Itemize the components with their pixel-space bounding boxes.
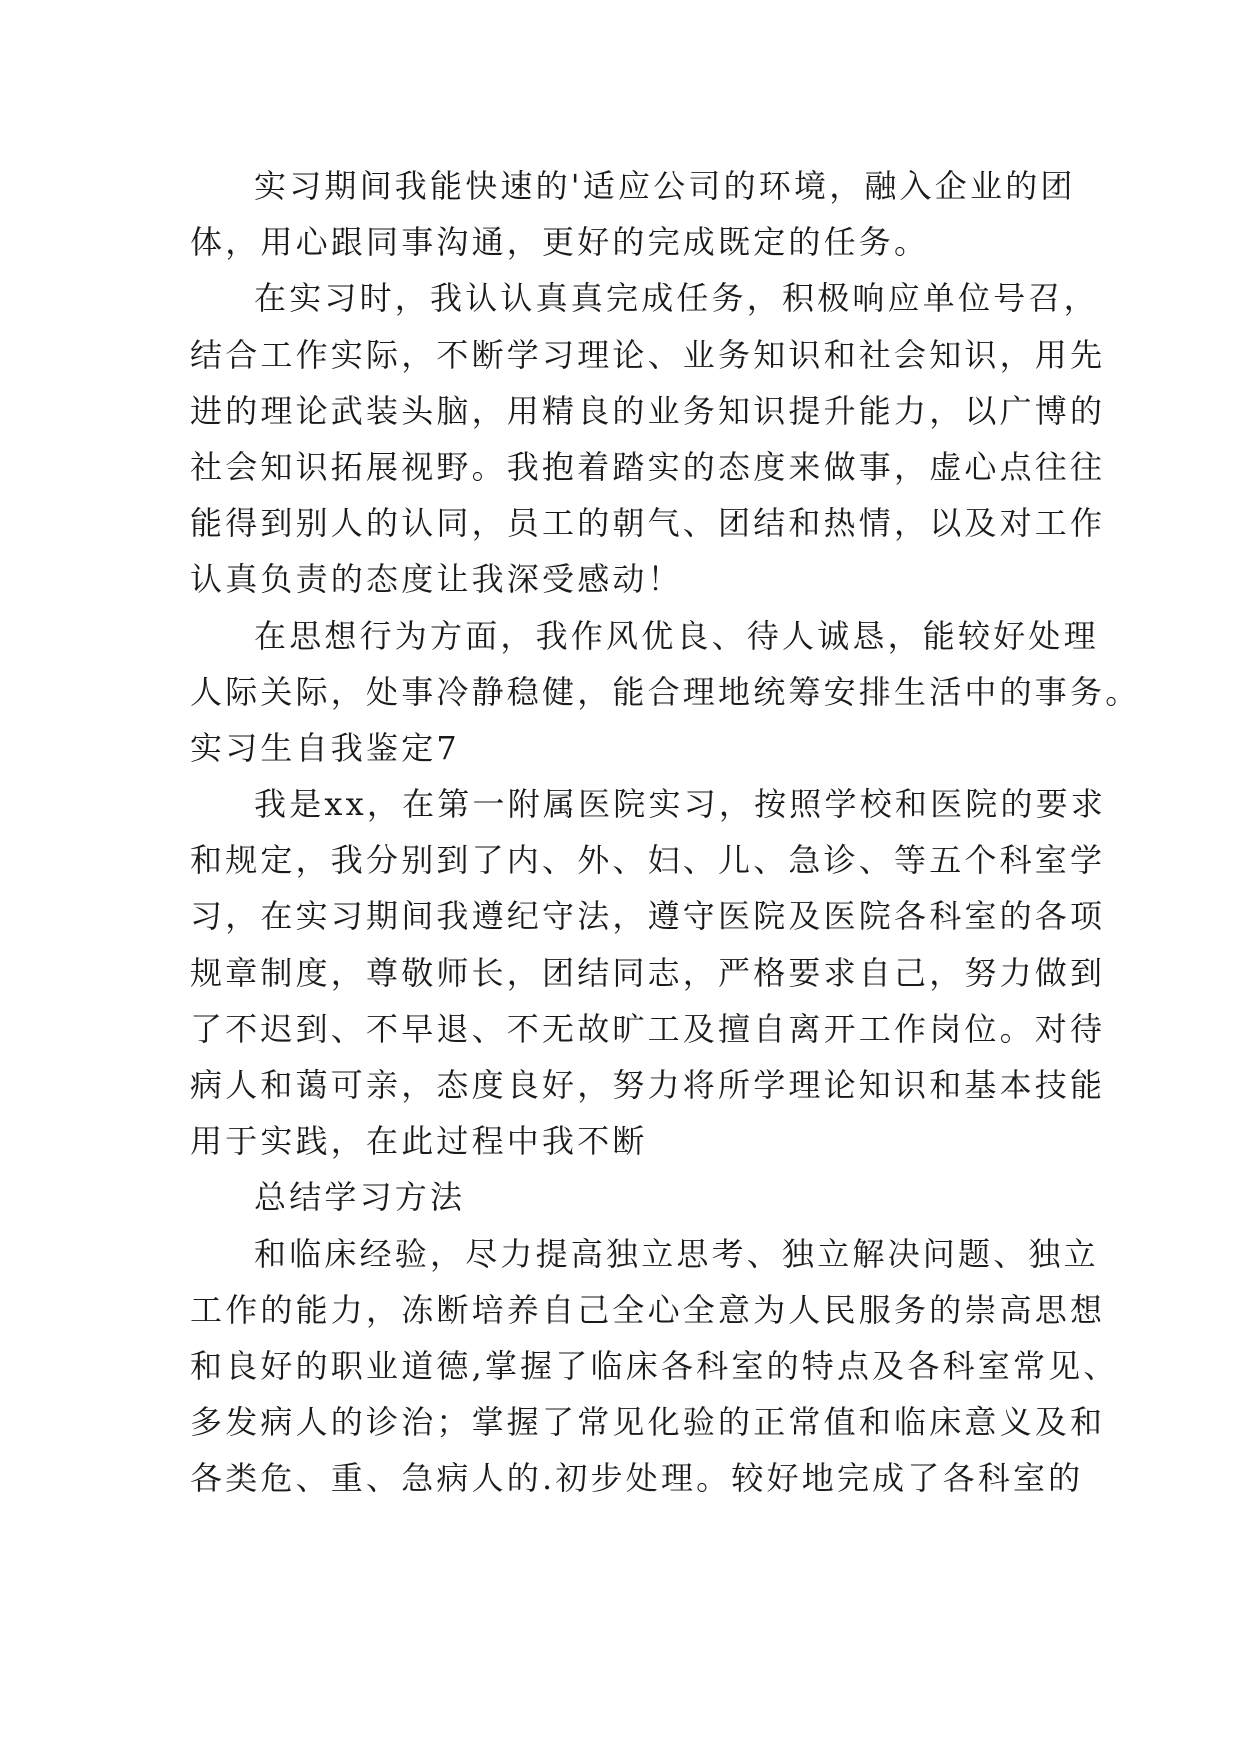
text-line: 习，在实习期间我遵纪守法，遵守医院及医院各科室的各项	[190, 897, 1106, 936]
text-line: 和临床经验，尽力提高独立思考、独立解决问题、独立	[254, 1234, 1099, 1273]
text-line: 各类危、重、急病人的.初步处理。较好地完成了各科室的	[190, 1459, 1084, 1498]
text-line: 实习期间我能快速的'适应公司的环境，融入企业的团	[254, 167, 1076, 205]
text-line: 我是xx，在第一附属医院实习，按照学校和医院的要求	[254, 785, 1107, 824]
text-line: 在实习时，我认认真真完成任务，积极响应单位号召，	[254, 279, 1099, 318]
text-line: 和良好的职业道德,掌握了临床各科室的特点及各科室常见、	[190, 1346, 1119, 1385]
text-line: 和规定，我分别到了内、外、妇、儿、急诊、等五个科室学	[190, 841, 1106, 880]
text-line: 了不迟到、不早退、不无故旷工及擅自离开工作岗位。对待	[190, 1009, 1106, 1048]
text-line: 病人和蔼可亲，态度良好，努力将所学理论知识和基本技能	[190, 1066, 1106, 1104]
text-line: 多发病人的诊治；掌握了常见化验的正常值和临床意义及和	[190, 1403, 1106, 1442]
text-line: 体，用心跟同事沟通，更好的完成既定的任务。	[190, 223, 930, 262]
text-line: 在思想行为方面，我作风优良、待人诚恳，能较好处理	[254, 616, 1099, 655]
text-line: 用于实践，在此过程中我不断	[190, 1122, 648, 1161]
text-line: 规章制度，尊敬师长，团结同志，严格要求自己，努力做到	[190, 953, 1106, 992]
text-line: 进的理论武装头脑，用精良的业务知识提升能力，以广博的	[190, 391, 1106, 430]
text-line: 能得到别人的认同，员工的朝气、团结和热情，以及对工作	[190, 504, 1106, 543]
text-line: 工作的能力，冻断培养自己全心全意为人民服务的崇高思想	[190, 1290, 1106, 1329]
text-line: 人际关际，处事冷静稳健，能合理地统筹安排生活中的事务。	[190, 672, 1141, 711]
document-body	[190, 158, 1141, 1507]
text-line: 认真负责的态度让我深受感动！	[190, 560, 683, 599]
text-line: 结合工作实际，不断学习理论、业务知识和社会知识，用先	[190, 335, 1106, 374]
section-heading: 实习生自我鉴定7	[190, 728, 460, 767]
text-line: 社会知识拓展视野。我抱着踏实的态度来做事，虚心点往往	[190, 447, 1106, 486]
text-line: 总结学习方法	[254, 1178, 466, 1217]
